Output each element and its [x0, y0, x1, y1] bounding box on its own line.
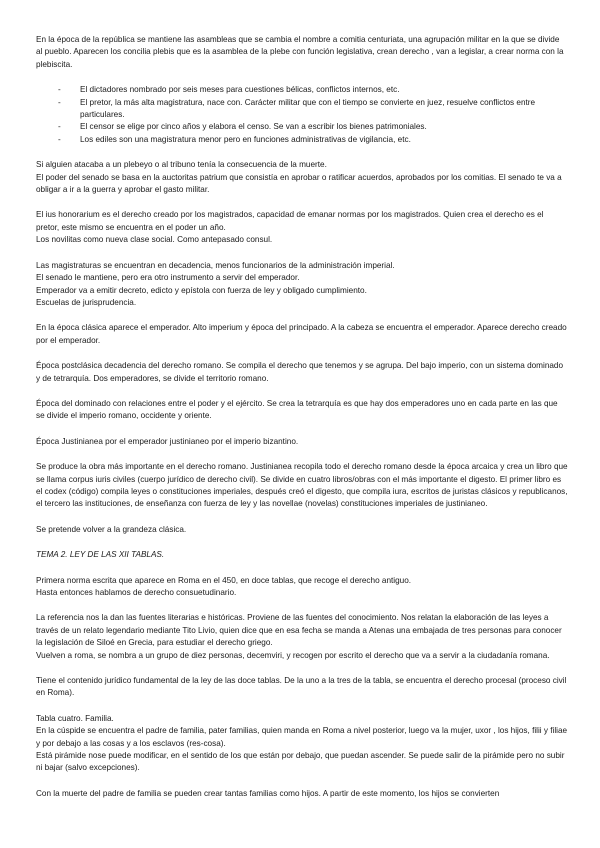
paragraph-republic-assemblies: En la época de la república se mantiene las asambleas que se cambia el nombre a comitia centuriata, una agrupación militar en la que se divide al pueblo. Aparecen los concilia plebis que es la asamblea de la plebe con función legislativa, crean derecho , van a legislar, a crear norma con la plebiscita.: [36, 35, 564, 69]
list-item-dictator: - El dictadores nombrado por seis meses para cuestiones bélicas, conflictos internos, etc.: [70, 84, 568, 96]
document-page: [36, 34, 568, 813]
paragraph-plebeyo: Si alguien atacaba a un plebeyo o al tribuno tenía la consecuencia de la muerte.: [36, 160, 327, 170]
paragraph-epoca-postclasica: Época postclásica decadencia del derecho romano. Se compila el derecho que tenemos y se agrupa. Del bajo imperio, con un sistema dominado y de tetrarquía. Dos emperadores, se divide el territorio romano.: [36, 361, 564, 383]
paragraph-epoca-justinianea: Época Justinianea por el emperador justinianeo por el imperio bizantino.: [36, 436, 299, 446]
ius-honorarium-line-2: Los novilitas como nueva clase social. Como antepasado consul.: [36, 235, 273, 245]
magistraturas-line-2: El senado le mantiene, pero era otro instrumento a servir del emperador.: [36, 273, 300, 283]
magistrates-list: [36, 84, 568, 146]
tabla-cuatro-line-1: En la cúspide se encuentra el padre de familia, pater familias, quien manda en Roma a nivel posterior, luego va la mujer, uxor , los hijos, filii y filiae y por debajo a las cosas y a los esclavos (res-cosa).: [36, 726, 568, 748]
list-item-ediles: - Los ediles son una magistratura menor pero en funciones administrativas de vigilancia, etc.: [70, 134, 568, 146]
paragraph-epoca-clasica: En la época clásica aparece el emperador. Alto imperium y época del principado. A la cabeza se encuentra el emperador. Aparece derecho creado por el emperador.: [36, 323, 567, 345]
tabla-cuatro-title: Tabla cuatro. Familia.: [36, 713, 114, 723]
paragraph-magistraturas: [36, 260, 568, 310]
paragraph-referencia: [36, 612, 568, 662]
list-item-pretor: - El pretor, la más alta magistratura, nace con. Carácter militar que con el tiempo se convierte en juez, resuelve conflictos entre particulares.: [70, 97, 568, 122]
magistraturas-line-4: Escuelas de jurisprudencia.: [36, 297, 137, 307]
referencia-line-1: La referencia nos la dan las fuentes literarias e históricas. Proviene de las fuentes del conocimiento. Nos relatan la elaboración de las leyes a través de un relato legendario mediante Tito Livio, quien dice que en esa fecha se manda a Atenas una embajada de tres personas para conocer la legislación de Siloé en Grecia, para estudiar el derecho griego.: [36, 613, 562, 648]
referencia-line-2: Vuelven a roma, se nombra a un grupo de diez personas, decemviri, y recogen por escrito el derecho que va a servir a la ciudadanía romana.: [36, 650, 550, 660]
paragraph-contenido-juridico: Tiene el contenido jurídico fundamental de la ley de las doce tablas. De la uno a la tres de la tabla, se encuentra el derecho procesal (proceso civil en Roma).: [36, 676, 567, 698]
primera-norma-line-1: Primera norma escrita que aparece en Roma en el 450, en doce tablas, que recoge el derecho antiguo.: [36, 575, 412, 585]
paragraph-senate: El poder del senado se basa en la auctoritas patrium que consistía en aprobar o ratificar acuerdos, aprobados por los comitias. El senado te va a obligar a ir a la guerra y aprobar el gasto militar.: [36, 172, 562, 195]
section-heading: TEMA 2. LEY DE LAS XII TABLAS.: [36, 550, 165, 560]
tabla-cuatro-line-2: Está pirámide nose puede modificar, en el sentido de los que están por debajo, que puedan ascender. Se puede salir de la pirámide pero no subir ni bajar (salvo excepciones).: [36, 751, 565, 773]
primera-norma-line-2: Hasta entonces hablamos de derecho consuetudinario.: [36, 588, 237, 597]
paragraph-epoca-dominado: Época del dominado con relaciones entre el poder y el ejército. Se crea la tetrarquía es que hay dos emperadores uno en cada parte en las que se divide el imperio romano, occidente y oriente.: [36, 398, 558, 421]
magistraturas-line-3: Emperador va a emitir decreto, edicto y epístola con fuerza de ley y obligado cumplimiento.: [36, 285, 367, 295]
list-item-censor: - El censor se elige por cinco años y elabora el censo. Se van a escribir los bienes patrimoniales.: [70, 121, 568, 133]
paragraph-primera-norma: [36, 575, 568, 600]
ius-honorarium-line-1: El ius honorarium es el derecho creado por los magistrados, capacidad de emanar normas por los magistrados. Quien crea el derecho es el pretor, este mismo se encuentra en el poder un año.: [36, 210, 544, 232]
paragraph-tabla-cuatro: [36, 713, 568, 775]
paragraph-corpus-iuris: Se produce la obra más importante en el derecho romano. Justinianea recopila todo el derecho romano desde la época arcaica y crea un libro que se llama corpus iuris civiles (cuerpo jurídico de derecho civil). Se divide en cuatro libros/obras con el más importante el digesto. El primer libro es el codex (código) compila leyes o constituciones imperiales, después creó el digesto, que compila iura, escritos de juristas clásicos y republicanos, el tercero las instituciones, de enseñanza con fuerza de ley y las novellae (novelas) constituciones imperiales de justinianeo.: [36, 462, 568, 509]
paragraph-muerte-padre: Con la muerte del padre de familia se pueden crear tantas familias como hijos. A partir de este momento, los hijos se convierten: [36, 788, 500, 798]
magistraturas-line-1: Las magistraturas se encuentran en decadencia, menos funcionarios de la administración imperial.: [36, 260, 395, 270]
paragraph-grandeza-clasica: Se pretende volver a la grandeza clásica.: [36, 524, 187, 534]
paragraph-ius-honorarium: [36, 209, 568, 246]
